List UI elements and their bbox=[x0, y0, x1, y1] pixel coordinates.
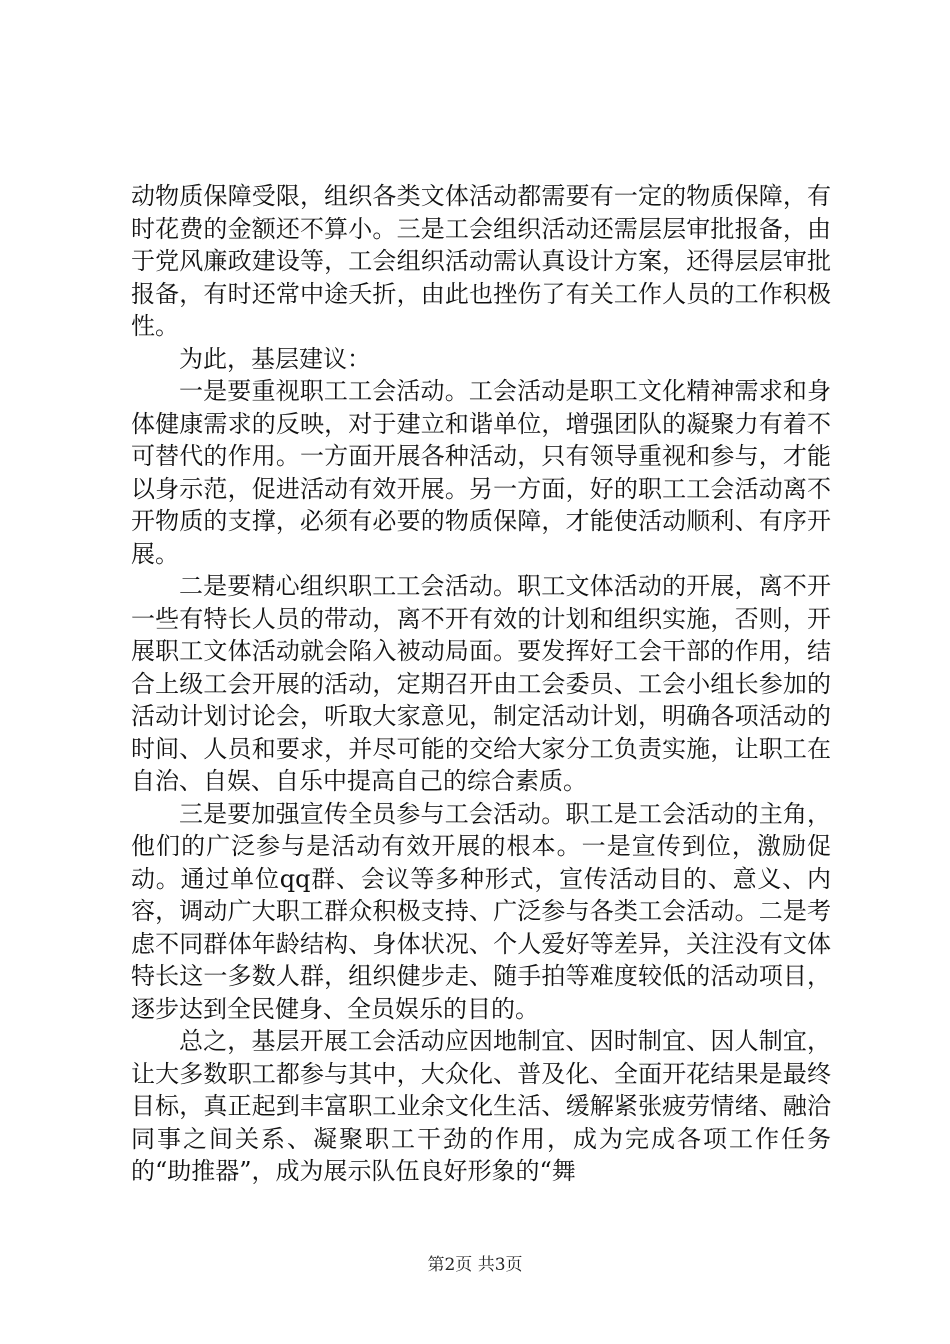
paragraph-suggestion-two: 二是要精心组织职工工会活动。职工文体活动的开展，离不开一些有特长人员的带动，离不开有效的计划和组织实施，否则，开展职工文体活动就会陷入被动局面。要发挥好工会干部的作用，结合上级工会开展的活动，定期召开由工会委员、工会小组长参加的活动计划讨论会，听取大家意见，制定活动计划，明确各项活动的时间、人员和要求，并尽可能的交给大家分工负责实施，让职工在自治、自娱、自乐中提高自己的综合素质。 bbox=[131, 572, 831, 795]
paragraph-suggestion-intro: 为此，基层建议： bbox=[179, 344, 371, 373]
page-number-footer: 第2页 共3页 bbox=[427, 1255, 523, 1275]
paragraph-conclusion: 总之，基层开展工会活动应因地制宜、因时制宜、因人制宜，让大多数职工都参与其中，大众化、普及化、全面开花结果是最终目标，真正起到丰富职工业余文化生活、缓解紧张疲劳情绪、融洽同事之间关系、凝聚职工干劲的作用，成为完成各项工作任务的“助推器”，成为展示队伍良好形象的“舞 bbox=[131, 1027, 831, 1185]
document-body bbox=[131, 180, 831, 1188]
paragraph-continuation: 动物质保障受限，组织各类文体活动都需要有一定的物质保障，有时花费的金额还不算小。三是工会组织活动还需层层审批报备，由于党风廉政建设等，工会组织活动需认真设计方案，还得层层审批报备，有时还常中途夭折，由此也挫伤了有关工作人员的工作积极性。 bbox=[131, 182, 831, 340]
paragraph-suggestion-one: 一是要重视职工工会活动。工会活动是职工文化精神需求和身体健康需求的反映，对于建立和谐单位，增强团队的凝聚力有着不可替代的作用。一方面开展各种活动，只有领导重视和参与，才能以身示范，促进活动有效开展。另一方面，好的职工工会活动离不开物质的支撑，必须有必要的物质保障，才能使活动顺利、有序开展。 bbox=[131, 377, 831, 568]
paragraph-suggestion-three: 三是要加强宣传全员参与工会活动。职工是工会活动的主角，他们的广泛参与是活动有效开展的根本。一是宣传到位，激励促动。通过单位qq群、会议等多种形式，宣传活动目的、意义、内容，调动广大职工群众积极支持、广泛参与各类工会活动。二是考虑不同群体年龄结构、身体状况、个人爱好等差异，关注没有文体特长这一多数人群，组织健步走、随手拍等难度较低的活动项目，逐步达到全民健身、全员娱乐的目的。 bbox=[131, 799, 831, 1023]
